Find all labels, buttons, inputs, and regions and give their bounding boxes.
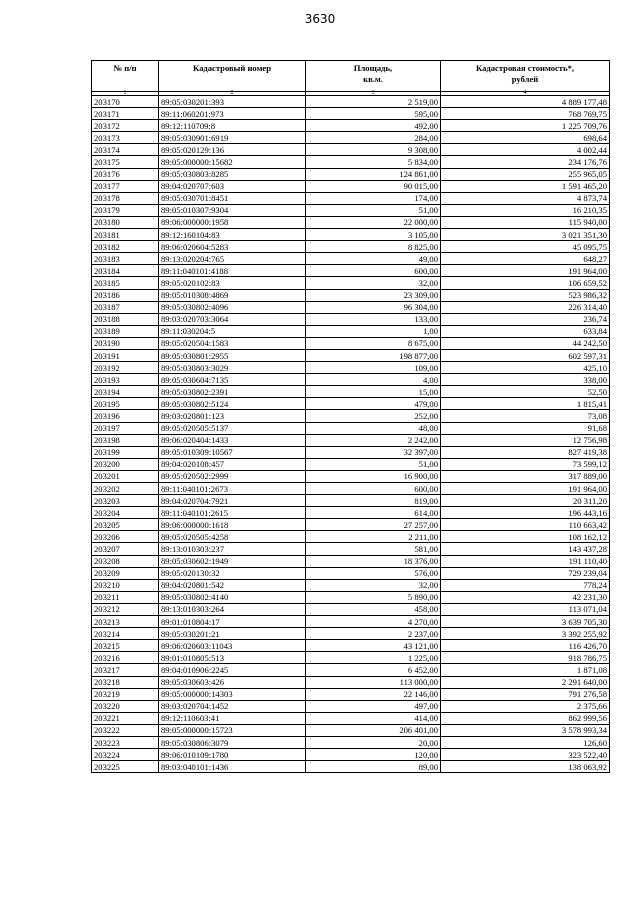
area-value: 3 105,00 bbox=[306, 229, 441, 241]
cadastral-number: 89:06:020604:5283 bbox=[159, 241, 306, 253]
cadastral-cost: 45 095,75 bbox=[441, 241, 610, 253]
row-index: 203179 bbox=[92, 204, 159, 216]
table-row bbox=[92, 313, 610, 325]
table-row bbox=[92, 362, 610, 374]
table-row bbox=[92, 543, 610, 555]
header-area: Площадь, кв.м. bbox=[306, 61, 441, 92]
table-row bbox=[92, 180, 610, 192]
row-index: 203180 bbox=[92, 216, 159, 228]
cadastral-cost: 108 162,12 bbox=[441, 531, 610, 543]
row-index: 203200 bbox=[92, 458, 159, 470]
row-index: 203202 bbox=[92, 483, 159, 495]
row-index: 203192 bbox=[92, 362, 159, 374]
cadastral-cost: 16 210,35 bbox=[441, 204, 610, 216]
cadastral-number: 89:04:020801:542 bbox=[159, 579, 306, 591]
row-index: 203222 bbox=[92, 724, 159, 736]
area-value: 252,00 bbox=[306, 410, 441, 422]
cadastral-number: 89:06:000000:1618 bbox=[159, 519, 306, 531]
cadastral-cost: 778,24 bbox=[441, 579, 610, 591]
area-value: 18 376,00 bbox=[306, 555, 441, 567]
row-index: 203221 bbox=[92, 712, 159, 724]
area-value: 1 225,00 bbox=[306, 652, 441, 664]
area-value: 206 401,00 bbox=[306, 724, 441, 736]
row-index: 203193 bbox=[92, 374, 159, 386]
cadastral-cost: 3 392 255,92 bbox=[441, 628, 610, 640]
cadastral-number: 89:04:010906:2245 bbox=[159, 664, 306, 676]
cadastral-number: 89:05:020505:5137 bbox=[159, 422, 306, 434]
cadastral-cost: 602 597,31 bbox=[441, 349, 610, 361]
area-value: 49,00 bbox=[306, 253, 441, 265]
table-row bbox=[92, 120, 610, 132]
cadastral-cost: 3 021 351,30 bbox=[441, 229, 610, 241]
cadastral-cost: 110 663,42 bbox=[441, 519, 610, 531]
area-value: 2 519,00 bbox=[306, 96, 441, 108]
column-number: 1 bbox=[92, 92, 159, 96]
row-index: 203206 bbox=[92, 531, 159, 543]
row-index: 203224 bbox=[92, 749, 159, 761]
area-value: 576,00 bbox=[306, 567, 441, 579]
cadastral-number: 89:05:020504:1583 bbox=[159, 337, 306, 349]
table-row bbox=[92, 168, 610, 180]
row-index: 203197 bbox=[92, 422, 159, 434]
table-row bbox=[92, 144, 610, 156]
area-value: 4,00 bbox=[306, 374, 441, 386]
cadastral-number: 89:11:040101:4188 bbox=[159, 265, 306, 277]
cadastral-number: 89:05:010308:4869 bbox=[159, 289, 306, 301]
area-value: 16 900,00 bbox=[306, 470, 441, 482]
table-row bbox=[92, 470, 610, 482]
area-value: 600,00 bbox=[306, 265, 441, 277]
row-index: 203170 bbox=[92, 96, 159, 108]
cadastral-cost: 255 965,05 bbox=[441, 168, 610, 180]
row-index: 203209 bbox=[92, 567, 159, 579]
cadastral-number: 89:13:010303:237 bbox=[159, 543, 306, 555]
row-index: 203198 bbox=[92, 434, 159, 446]
table-row bbox=[92, 688, 610, 700]
cadastral-cost: 113 071,04 bbox=[441, 603, 610, 615]
table-row bbox=[92, 640, 610, 652]
cadastral-cost: 191 110,40 bbox=[441, 555, 610, 567]
table-row bbox=[92, 277, 610, 289]
table-row bbox=[92, 204, 610, 216]
column-number: 3 bbox=[306, 92, 441, 96]
row-index: 203171 bbox=[92, 108, 159, 120]
page-number: 3630 bbox=[304, 12, 336, 26]
area-value: 458,00 bbox=[306, 603, 441, 615]
cadastral-number: 89:05:030604:7135 bbox=[159, 374, 306, 386]
area-value: 113 000,00 bbox=[306, 676, 441, 688]
table-row bbox=[92, 349, 610, 361]
cadastral-cost: 768 769,75 bbox=[441, 108, 610, 120]
cadastral-cost: 523 986,32 bbox=[441, 289, 610, 301]
table-row bbox=[92, 410, 610, 422]
row-index: 203190 bbox=[92, 337, 159, 349]
area-value: 124 861,00 bbox=[306, 168, 441, 180]
row-index: 203205 bbox=[92, 519, 159, 531]
table-row bbox=[92, 495, 610, 507]
cadastral-cost: 73 599,12 bbox=[441, 458, 610, 470]
cadastral-cost: 44 242,50 bbox=[441, 337, 610, 349]
area-value: 32 397,00 bbox=[306, 446, 441, 458]
cadastral-number: 89:05:010307:9304 bbox=[159, 204, 306, 216]
cadastral-cost: 42 231,30 bbox=[441, 591, 610, 603]
cadastral-cost: 827 419,38 bbox=[441, 446, 610, 458]
area-value: 109,00 bbox=[306, 362, 441, 374]
area-value: 43 121,00 bbox=[306, 640, 441, 652]
table-row bbox=[92, 301, 610, 313]
row-index: 203188 bbox=[92, 313, 159, 325]
cadastral-number: 89:05:030802:5124 bbox=[159, 398, 306, 410]
row-index: 203186 bbox=[92, 289, 159, 301]
area-value: 32,00 bbox=[306, 277, 441, 289]
table-row bbox=[92, 555, 610, 567]
row-index: 203187 bbox=[92, 301, 159, 313]
cadastral-cost: 633,84 bbox=[441, 325, 610, 337]
row-index: 203191 bbox=[92, 349, 159, 361]
table-row bbox=[92, 289, 610, 301]
row-index: 203174 bbox=[92, 144, 159, 156]
cadastral-cost: 52,50 bbox=[441, 386, 610, 398]
cadastral-number: 89:13:010303:264 bbox=[159, 603, 306, 615]
row-index: 203173 bbox=[92, 132, 159, 144]
cadastral-number: 89:05:030603:426 bbox=[159, 676, 306, 688]
cadastral-cost: 425,10 bbox=[441, 362, 610, 374]
row-index: 203185 bbox=[92, 277, 159, 289]
area-value: 600,00 bbox=[306, 483, 441, 495]
row-index: 203203 bbox=[92, 495, 159, 507]
row-index: 203176 bbox=[92, 168, 159, 180]
cadastral-number: 89:05:020129:136 bbox=[159, 144, 306, 156]
cadastral-cost: 106 659,52 bbox=[441, 277, 610, 289]
table-row bbox=[92, 507, 610, 519]
row-index: 203196 bbox=[92, 410, 159, 422]
cadastral-number: 89:05:000000:15723 bbox=[159, 724, 306, 736]
table-row bbox=[92, 664, 610, 676]
cadastral-number: 89:05:030802:4096 bbox=[159, 301, 306, 313]
row-index: 203199 bbox=[92, 446, 159, 458]
cadastral-number: 89:04:020707:603 bbox=[159, 180, 306, 192]
row-index: 203182 bbox=[92, 241, 159, 253]
row-index: 203172 bbox=[92, 120, 159, 132]
table-row bbox=[92, 398, 610, 410]
row-index: 203178 bbox=[92, 192, 159, 204]
area-value: 614,00 bbox=[306, 507, 441, 519]
cadastral-number: 89:11:030204:5 bbox=[159, 325, 306, 337]
area-value: 2 242,00 bbox=[306, 434, 441, 446]
table-row bbox=[92, 749, 610, 761]
cadastral-number: 89:03:020801:123 bbox=[159, 410, 306, 422]
area-value: 22 000,00 bbox=[306, 216, 441, 228]
row-index: 203216 bbox=[92, 652, 159, 664]
row-index: 203215 bbox=[92, 640, 159, 652]
cadastral-cost: 918 786,75 bbox=[441, 652, 610, 664]
area-value: 22 146,00 bbox=[306, 688, 441, 700]
table-row bbox=[92, 337, 610, 349]
row-index: 203181 bbox=[92, 229, 159, 241]
table-row bbox=[92, 229, 610, 241]
cadastral-cost: 91,68 bbox=[441, 422, 610, 434]
cadastral-cost: 115 940,00 bbox=[441, 216, 610, 228]
row-index: 203210 bbox=[92, 579, 159, 591]
table-row bbox=[92, 386, 610, 398]
area-value: 174,00 bbox=[306, 192, 441, 204]
cadastral-number: 89:04:020704:7921 bbox=[159, 495, 306, 507]
cadastral-cost: 862 999,56 bbox=[441, 712, 610, 724]
area-value: 4 270,00 bbox=[306, 616, 441, 628]
table-row bbox=[92, 192, 610, 204]
row-index: 203214 bbox=[92, 628, 159, 640]
area-value: 5 890,00 bbox=[306, 591, 441, 603]
cadastral-number: 89:05:030201:393 bbox=[159, 96, 306, 108]
row-index: 203225 bbox=[92, 761, 159, 773]
area-value: 32,00 bbox=[306, 579, 441, 591]
area-value: 497,00 bbox=[306, 700, 441, 712]
row-index: 203217 bbox=[92, 664, 159, 676]
table-row bbox=[92, 434, 610, 446]
cadastral-number: 89:05:030201:21 bbox=[159, 628, 306, 640]
cadastral-number: 89:06:010109:1780 bbox=[159, 749, 306, 761]
cadastral-cost: 1 225 709,76 bbox=[441, 120, 610, 132]
cadastral-number: 89:13:020204:765 bbox=[159, 253, 306, 265]
table-row bbox=[92, 676, 610, 688]
area-value: 90 015,00 bbox=[306, 180, 441, 192]
table-row bbox=[92, 422, 610, 434]
cadastral-number: 89:05:000000:15682 bbox=[159, 156, 306, 168]
area-value: 2 237,00 bbox=[306, 628, 441, 640]
cadastral-number: 89:05:030901:6919 bbox=[159, 132, 306, 144]
cadastral-cost: 191 964,00 bbox=[441, 265, 610, 277]
row-index: 203183 bbox=[92, 253, 159, 265]
row-index: 203177 bbox=[92, 180, 159, 192]
cadastral-cost: 4 002,44 bbox=[441, 144, 610, 156]
column-number: 4 bbox=[441, 92, 610, 96]
cadastral-number: 89:04:020108:457 bbox=[159, 458, 306, 470]
cadastral-number: 89:12:110709:8 bbox=[159, 120, 306, 132]
cadastral-number: 89:05:020102:83 bbox=[159, 277, 306, 289]
table-row bbox=[92, 253, 610, 265]
area-value: 15,00 bbox=[306, 386, 441, 398]
row-index: 203213 bbox=[92, 616, 159, 628]
row-index: 203211 bbox=[92, 591, 159, 603]
table-row bbox=[92, 736, 610, 748]
area-value: 27 257,00 bbox=[306, 519, 441, 531]
cadastral-number: 89:05:030801:2955 bbox=[159, 349, 306, 361]
area-value: 479,00 bbox=[306, 398, 441, 410]
row-index: 203175 bbox=[92, 156, 159, 168]
cadastral-number: 89:05:020130:32 bbox=[159, 567, 306, 579]
cadastral-cost: 116 426,70 bbox=[441, 640, 610, 652]
cadastral-number: 89:06:000000:1958 bbox=[159, 216, 306, 228]
table-row bbox=[92, 616, 610, 628]
area-value: 20,00 bbox=[306, 736, 441, 748]
table-row bbox=[92, 483, 610, 495]
cadastral-cost: 1 871,08 bbox=[441, 664, 610, 676]
cadastral-cost: 126,60 bbox=[441, 736, 610, 748]
table-row bbox=[92, 519, 610, 531]
row-index: 203207 bbox=[92, 543, 159, 555]
table-row bbox=[92, 458, 610, 470]
cadastral-cost: 196 443,16 bbox=[441, 507, 610, 519]
table-row bbox=[92, 724, 610, 736]
area-value: 284,00 bbox=[306, 132, 441, 144]
cadastral-cost: 791 276,58 bbox=[441, 688, 610, 700]
area-value: 6 452,00 bbox=[306, 664, 441, 676]
cadastral-number: 89:05:020505:4258 bbox=[159, 531, 306, 543]
cadastral-cost: 191 964,00 bbox=[441, 483, 610, 495]
area-value: 51,00 bbox=[306, 204, 441, 216]
cadastral-cost: 323 522,40 bbox=[441, 749, 610, 761]
cadastral-cost: 1 591 465,20 bbox=[441, 180, 610, 192]
header-cadastral-number: Кадастровый номер bbox=[159, 61, 306, 92]
cadastral-cost: 143 437,28 bbox=[441, 543, 610, 555]
cadastral-number: 89:05:030602:1949 bbox=[159, 555, 306, 567]
table-row bbox=[92, 628, 610, 640]
cadastral-number: 89:05:020502:2999 bbox=[159, 470, 306, 482]
area-value: 1,00 bbox=[306, 325, 441, 337]
area-value: 9 308,00 bbox=[306, 144, 441, 156]
area-value: 96 304,00 bbox=[306, 301, 441, 313]
cadastral-number: 89:05:030803:8285 bbox=[159, 168, 306, 180]
cadastral-cost: 2 375,66 bbox=[441, 700, 610, 712]
cadastral-number: 89:03:040101:1436 bbox=[159, 761, 306, 773]
area-value: 120,00 bbox=[306, 749, 441, 761]
row-index: 203184 bbox=[92, 265, 159, 277]
cadastral-cost: 226 314,40 bbox=[441, 301, 610, 313]
area-value: 23 309,00 bbox=[306, 289, 441, 301]
row-index: 203218 bbox=[92, 676, 159, 688]
table-row bbox=[92, 603, 610, 615]
table-body bbox=[92, 96, 610, 773]
cadastral-cost: 1 815,41 bbox=[441, 398, 610, 410]
row-index: 203219 bbox=[92, 688, 159, 700]
row-index: 203195 bbox=[92, 398, 159, 410]
cadastral-number: 89:05:030802:4140 bbox=[159, 591, 306, 603]
cadastral-cost: 4 889 177,48 bbox=[441, 96, 610, 108]
row-index: 203189 bbox=[92, 325, 159, 337]
row-index: 203194 bbox=[92, 386, 159, 398]
cadastral-number: 89:11:060201:973 bbox=[159, 108, 306, 120]
area-value: 492,00 bbox=[306, 120, 441, 132]
table-row bbox=[92, 374, 610, 386]
cadastral-cost: 20 311,20 bbox=[441, 495, 610, 507]
cadastral-cost: 236,74 bbox=[441, 313, 610, 325]
cadastral-cost: 73,08 bbox=[441, 410, 610, 422]
cadastral-number: 89:05:030701:8451 bbox=[159, 192, 306, 204]
cadastral-number: 89:03:020704:1452 bbox=[159, 700, 306, 712]
row-index: 203201 bbox=[92, 470, 159, 482]
table-row bbox=[92, 700, 610, 712]
cadastral-cost: 234 176,76 bbox=[441, 156, 610, 168]
cadastral-cost: 138 063,92 bbox=[441, 761, 610, 773]
row-index: 203212 bbox=[92, 603, 159, 615]
row-index: 203223 bbox=[92, 736, 159, 748]
table-row bbox=[92, 446, 610, 458]
cadastral-number: 89:12:110603:41 bbox=[159, 712, 306, 724]
cadastral-cost: 12 756,98 bbox=[441, 434, 610, 446]
cadastral-cost: 2 291 640,00 bbox=[441, 676, 610, 688]
row-index: 203204 bbox=[92, 507, 159, 519]
area-value: 89,00 bbox=[306, 761, 441, 773]
header-cadastral-cost: Кадастровая стоимость*, рублей bbox=[441, 61, 610, 92]
cadastral-cost: 729 239,04 bbox=[441, 567, 610, 579]
table-row bbox=[92, 108, 610, 120]
column-number: 2 bbox=[159, 92, 306, 96]
table-row bbox=[92, 652, 610, 664]
cadastral-cost: 4 873,74 bbox=[441, 192, 610, 204]
cadastral-cost: 317 889,00 bbox=[441, 470, 610, 482]
table-row bbox=[92, 132, 610, 144]
area-value: 819,00 bbox=[306, 495, 441, 507]
cadastral-cost: 3 578 993,34 bbox=[441, 724, 610, 736]
area-value: 51,00 bbox=[306, 458, 441, 470]
cadastral-number: 89:01:010804:17 bbox=[159, 616, 306, 628]
area-value: 8 825,00 bbox=[306, 241, 441, 253]
cadastral-cost: 3 639 705,30 bbox=[441, 616, 610, 628]
cadastral-cost: 338,00 bbox=[441, 374, 610, 386]
table-row bbox=[92, 156, 610, 168]
cadastral-number: 89:03:020703:3064 bbox=[159, 313, 306, 325]
cadastral-number: 89:11:040101:2673 bbox=[159, 483, 306, 495]
cadastral-number: 89:11:040101:2615 bbox=[159, 507, 306, 519]
cadastral-table bbox=[91, 60, 610, 773]
table-row bbox=[92, 96, 610, 108]
area-value: 595,00 bbox=[306, 108, 441, 120]
table-row bbox=[92, 216, 610, 228]
cadastral-number: 89:01:010805:513 bbox=[159, 652, 306, 664]
cadastral-number: 89:06:020603:11043 bbox=[159, 640, 306, 652]
area-value: 8 675,00 bbox=[306, 337, 441, 349]
cadastral-number: 89:05:030803:3029 bbox=[159, 362, 306, 374]
cadastral-number: 89:12:160104:83 bbox=[159, 229, 306, 241]
table-row bbox=[92, 712, 610, 724]
table-row bbox=[92, 761, 610, 773]
cadastral-number: 89:05:030802:2391 bbox=[159, 386, 306, 398]
table-row bbox=[92, 591, 610, 603]
table-row bbox=[92, 579, 610, 591]
row-index: 203220 bbox=[92, 700, 159, 712]
table-row bbox=[92, 241, 610, 253]
row-index: 203208 bbox=[92, 555, 159, 567]
cadastral-cost: 698,64 bbox=[441, 132, 610, 144]
cadastral-number: 89:05:030806:3079 bbox=[159, 736, 306, 748]
cadastral-number: 89:05:000000:14303 bbox=[159, 688, 306, 700]
area-value: 133,00 bbox=[306, 313, 441, 325]
cadastral-number: 89:06:020404:1433 bbox=[159, 434, 306, 446]
cadastral-cost: 648,27 bbox=[441, 253, 610, 265]
table-row bbox=[92, 265, 610, 277]
header-index: № п/п bbox=[92, 61, 159, 92]
area-value: 414,00 bbox=[306, 712, 441, 724]
area-value: 48,00 bbox=[306, 422, 441, 434]
area-value: 581,00 bbox=[306, 543, 441, 555]
table-header-row bbox=[92, 61, 610, 92]
area-value: 2 211,00 bbox=[306, 531, 441, 543]
table-row bbox=[92, 325, 610, 337]
area-value: 5 834,00 bbox=[306, 156, 441, 168]
area-value: 198 877,00 bbox=[306, 349, 441, 361]
table-row bbox=[92, 531, 610, 543]
table-row bbox=[92, 567, 610, 579]
cadastral-number: 89:05:010309:10567 bbox=[159, 446, 306, 458]
